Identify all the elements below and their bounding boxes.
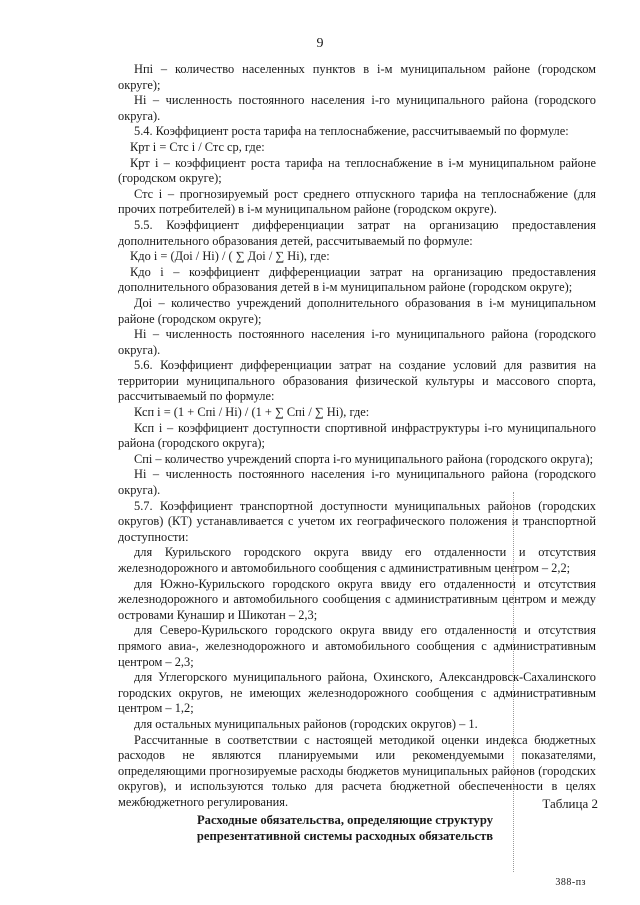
paragraph: Нпi – количество населенных пунктов в i-м муниципальном районе (городском округе); <box>118 62 596 92</box>
list-item: для Курильского городского округа ввиду его отдаленности и отсутствия железнодорожного и автомобильного сообщения с административным центром – 2,2; <box>118 545 596 575</box>
paragraph: Рассчитанные в соответствии с настоящей методикой оценки индекса бюджетных расходов не являются планируемыми или рекомендуемыми показателями, определяющими прогнозируемые расходы бюджетов муниципальных районов (городских округов), и используются только для расчета бюджетной обеспеченности в целях межбюджетного регулирования. <box>118 732 596 809</box>
document-body <box>118 62 596 811</box>
paragraph: Крт i – коэффициент роста тарифа на теплоснабжение в i-м муниципальном районе (городском округе); <box>118 155 596 186</box>
paragraph: 5.4. Коэффициент роста тарифа на теплоснабжение, рассчитываемый по формуле: <box>134 124 569 139</box>
paragraph: Ксп i – коэффициент доступности спортивной инфраструктуры i-го муниципального района (городского округа); <box>118 420 596 451</box>
list-item: для Углегорского муниципального района, Охинского, Александровск-Сахалинского городских округов, не имеющих железнодорожного сообщения с административным центром – 1,2; <box>118 670 596 716</box>
list-item: для остальных муниципальных районов (городских округов) – 1. <box>134 716 478 731</box>
page-number: 9 <box>316 36 324 51</box>
table-caption: Расходные обязательства, определяющие структуру репрезентативной системы расходных обязательств <box>196 813 494 843</box>
paragraph: Стс i – прогнозируемый рост среднего отпускного тарифа на теплоснабжение (для прочих потребителей) в i-м муниципальном районе (городском округе). <box>118 186 596 217</box>
paragraph: Кдо i – коэффициент дифференциации затрат на организацию предоставления дополнительного образования детей в i-м муниципальном районе (городском округе); <box>118 264 596 295</box>
paragraph: 5.5. Коэффициент дифференциации затрат на организацию предоставления дополнительного образования детей, рассчитываемый по формуле: <box>118 217 596 248</box>
paragraph: Нi – численность постоянного населения i-го муниципального района (городского округа). <box>118 467 596 498</box>
paragraph: 5.7. Коэффициент транспортной доступности муниципальных районов (городских округов) (КТ) устанавливается с учетом их географического положения и транспортной доступности: <box>118 498 596 544</box>
list-item: для Южно-Курильского городского округа ввиду его отдаленности и отсутствия железнодорожного и автомобильного сообщения с административным центром и между островами Кунашир и Шикотан – 2,3; <box>118 576 596 622</box>
list-item: для Северо-Курильского городского округа ввиду его отдаленности и отсутствия прямого авиа-, железнодорожного и автомобильного сообщения с административным центром – 2,3; <box>118 623 596 669</box>
paragraph: Спi – количество учреждений спорта i-го муниципального района (городского округа); <box>134 451 594 466</box>
paragraph: Доi – количество учреждений дополнительного образования в i-м муниципальном районе (городском округе); <box>118 295 596 326</box>
formula: Крт i = Стс i / Стс ср, где: <box>130 139 265 154</box>
formula: Ксп i = (1 + Спi / Нi) / (1 + ∑ Спi / ∑ Нi), где: <box>134 405 370 420</box>
table-label: Таблица 2 <box>542 796 598 811</box>
formula: Кдо i = (Доi / Нi) / ( ∑ Доi / ∑ Нi), где: <box>130 249 330 264</box>
paragraph: 5.6. Коэффициент дифференциации затрат на создание условий для развития на территории муниципального образования физической культуры и массового спорта, рассчитываемый по формуле: <box>118 358 596 404</box>
paragraph: Нi – численность постоянного населения i-го муниципального района (городского округа). <box>118 93 596 123</box>
document-stamp: 388-пз <box>555 877 586 888</box>
paragraph: Нi – численность постоянного населения i-го муниципального района (городского округа). <box>118 327 596 357</box>
